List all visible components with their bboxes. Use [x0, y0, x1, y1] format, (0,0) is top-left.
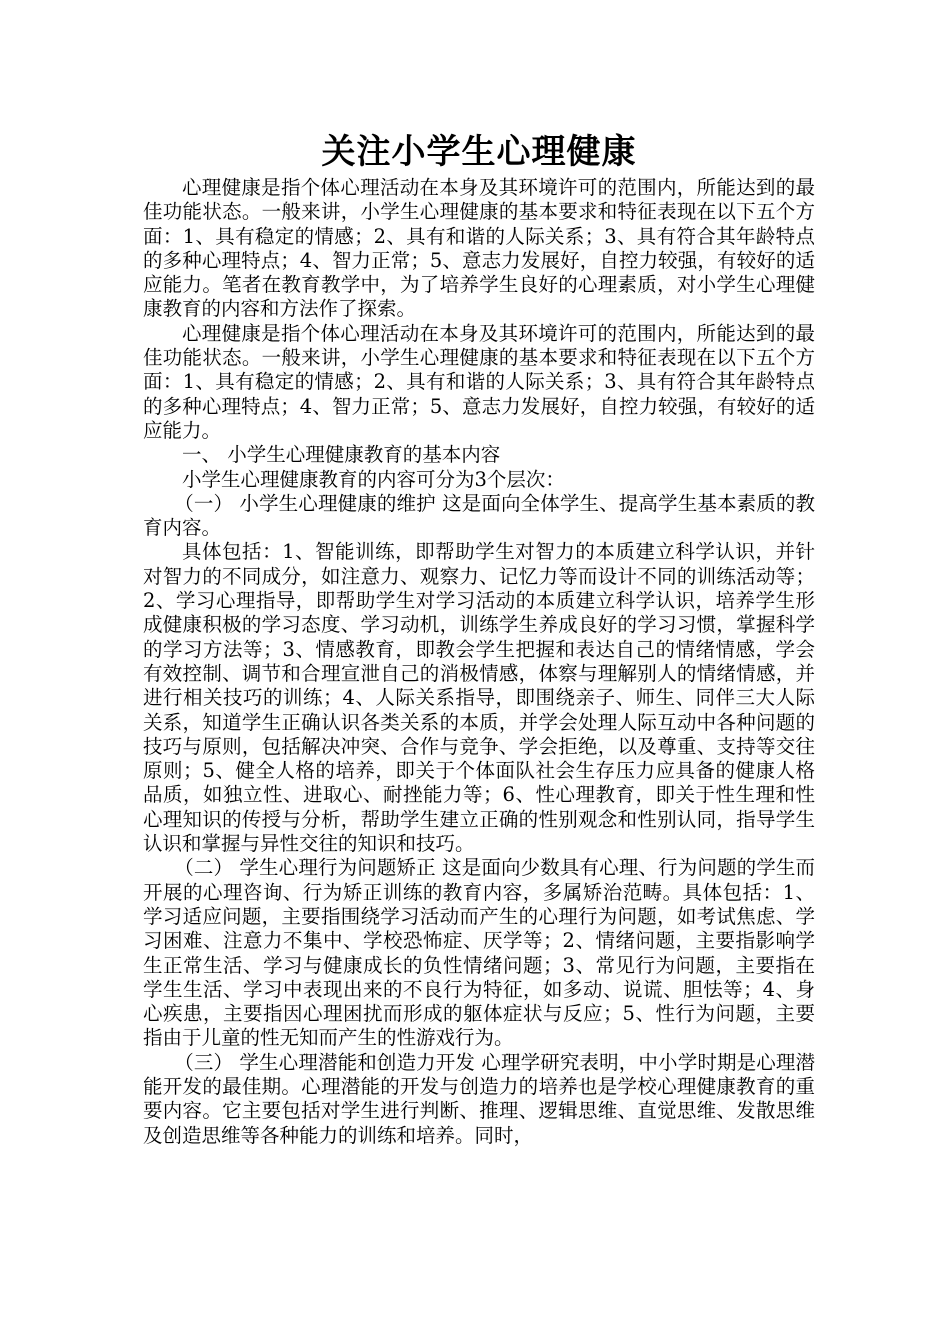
- subsection-2: （二） 学生心理行为问题矫正 这是面向少数具有心理、行为问题的学生而开展的心理咨询、行为矫正训练的教育内容，多属矫治范畴。具体包括：1、学习适应问题，主要指围绕学习活动而产生的心理行为问题，如考试焦虑、学习困难、注意力不集中、学校恐怖症、厌学等；2、情绪问题，主要指影响学生正常生活、学习与健康成长的负性情绪问题；3、常见行为问题，主要指在学生生活、学习中表现出来的不良行为特征，如多动、说谎、胆怯等；4、身心疾患，主要指因心理困扰而形成的躯体症状与反应；5、性行为问题，主要指由于儿童的性无知而产生的性游戏行为。: [143, 856, 815, 1050]
- subsection-3: （三） 学生心理潜能和创造力开发 心理学研究表明，中小学时期是心理潜能开发的最佳期。心理潜能的开发与创造力的培养也是学校心理健康教育的重要内容。它主要包括对学生进行判断、推理、逻辑思维、直觉思维、发散思维及创造思维等各种能力的训练和培养。同时，: [143, 1050, 815, 1147]
- document-page: [143, 128, 815, 1148]
- section-heading-1: 一、 小学生心理健康教育的基本内容: [182, 443, 501, 467]
- document-body: [143, 176, 815, 1148]
- paragraph-intro: 心理健康是指个体心理活动在本身及其环境许可的范围内，所能达到的最佳功能状态。一般来讲，小学生心理健康的基本要求和特征表现在以下五个方面：1、具有稳定的情感；2、具有和谐的人际关系；3、具有符合其年龄特点的多种心理特点；4、智力正常；5、意志力发展好，自控力较强，有较好的适应能力。笔者在教育教学中，为了培养学生良好的心理素质，对小学生心理健康教育的内容和方法作了探索。: [143, 176, 815, 321]
- document-title: 关注小学生心理健康: [321, 132, 637, 172]
- paragraph-details-1: 具体包括：1、智能训练，即帮助学生对智力的本质建立科学认识，并针对智力的不同成分，如注意力、观察力、记忆力等而设计不同的训练活动等；2、学习心理指导，即帮助学生对学习活动的本质建立科学认识，培养学生形成健康积极的学习态度、学习动机，训练学生养成良好的学习习惯，掌握科学的学习方法等；3、情感教育，即教会学生把握和表达自己的情绪情感，学会有效控制、调节和合理宣泄自己的消极情感，体察与理解别人的情绪情感，并进行相关技巧的训练；4、人际关系指导，即围绕亲子、师生、同伴三大人际关系，知道学生正确认识各类关系的本质，并学会处理人际互动中各种问题的技巧与原则，包括解决冲突、合作与竞争、学会拒绝，以及尊重、支持等交往原则；5、健全人格的培养，即关于个体面队社会生存压力应具备的健康人格品质，如独立性、进取心、耐挫能力等；6、性心理教育，即关于性生理和性心理知识的传授与分析，帮助学生建立正确的性别观念和性别认同，指导学生认识和掌握与异性交往的知识和技巧。: [143, 540, 815, 856]
- paragraph-intro-repeat: 心理健康是指个体心理活动在本身及其环境许可的范围内，所能达到的最佳功能状态。一般来讲，小学生心理健康的基本要求和特征表现在以下五个方面：1、具有稳定的情感；2、具有和谐的人际关系；3、具有符合其年龄特点的多种心理特点；4、智力正常；5、意志力发展好，自控力较强，有较好的适应能力。: [143, 321, 815, 442]
- paragraph-levels: 小学生心理健康教育的内容可分为3个层次：: [182, 467, 565, 491]
- subsection-heading-1: （一） 小学生心理健康的维护 这是面向全体学生、提高学生基本素质的教育内容。: [143, 491, 815, 540]
